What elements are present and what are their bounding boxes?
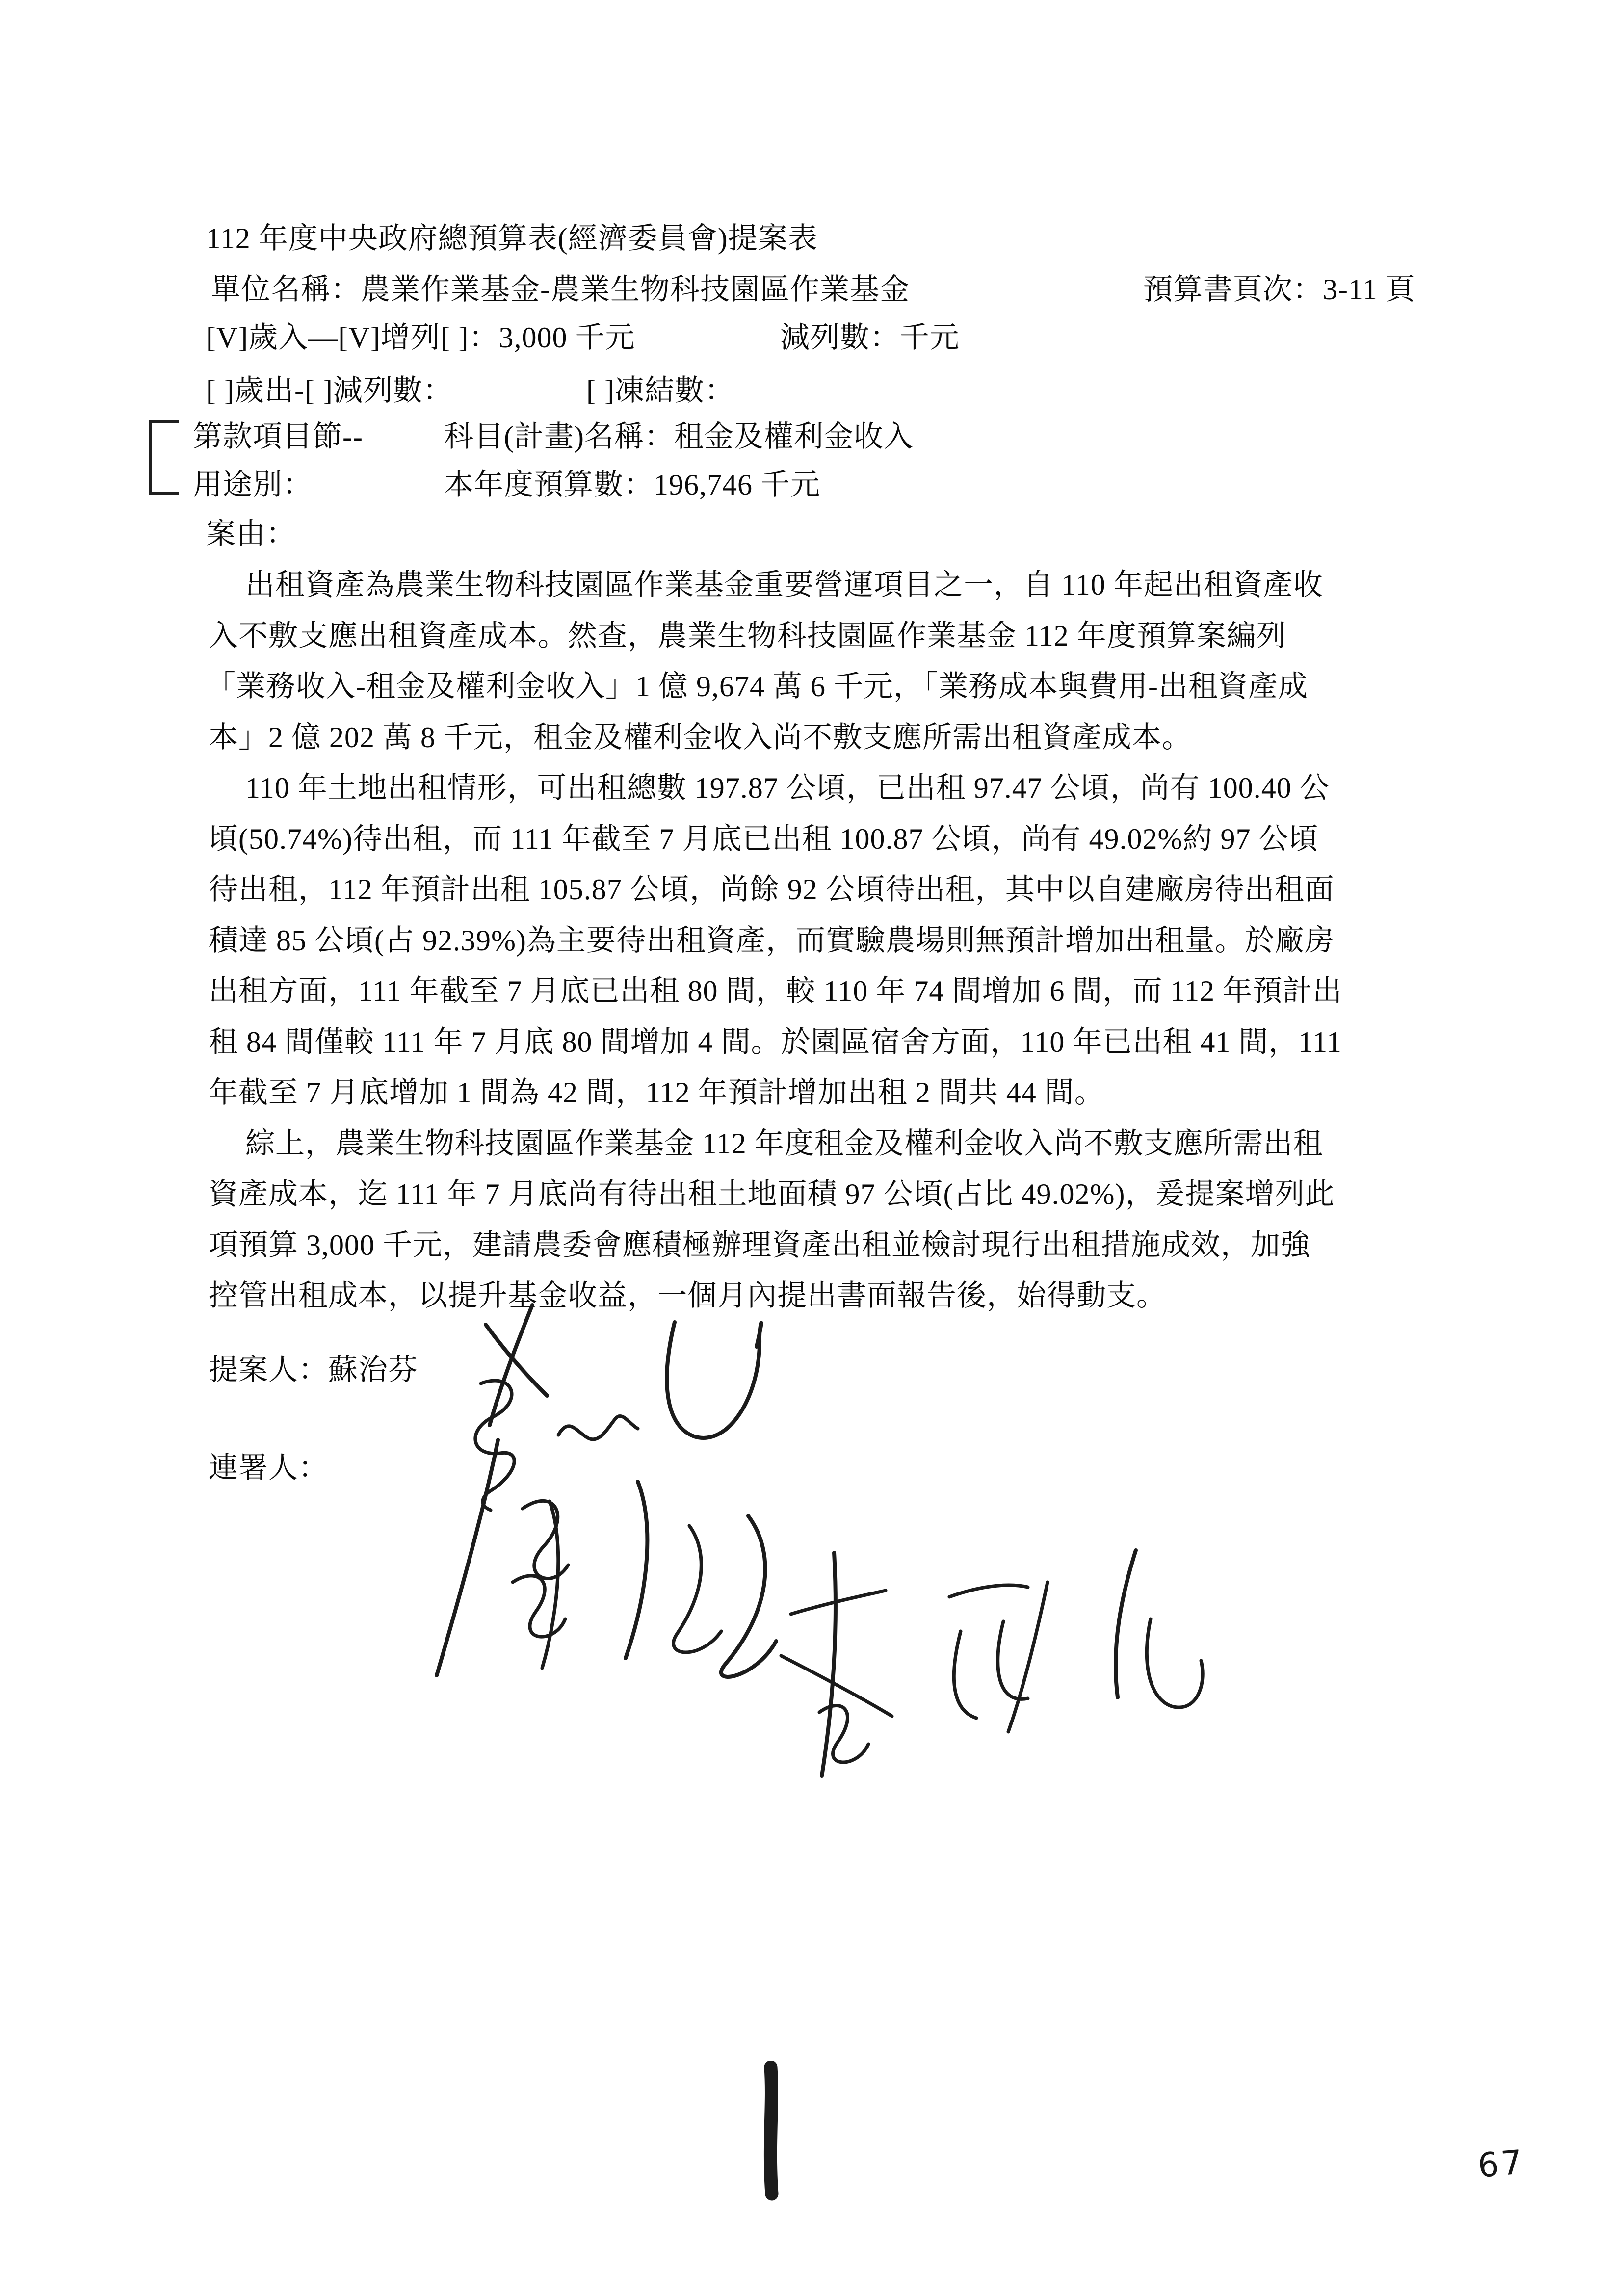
body-line: 入不敷支應出租資產成本。然查，農業生物科技園區作業基金 112 年度預算案編列 xyxy=(209,620,1286,652)
body-line: 待出租，112 年預計出租 105.87 公頃，尚餘 92 公頃待出租，其中以自建廠房待出租面 xyxy=(209,873,1335,906)
unit-name: 單位名稱：農業作業基金-農業生物科技園區作業基金 xyxy=(211,273,910,306)
freeze-amount-field: [ ]凍結數： xyxy=(586,374,734,407)
body-line: 110 年土地出租情形，可出租總數 197.87 公頃，已出租 97.47 公頃，尚有 100.40 公 xyxy=(245,772,1330,804)
cosigner-signature xyxy=(402,1413,814,1702)
item-section-label: 第款項目節-- xyxy=(193,420,363,453)
body-line: 項預算 3,000 千元，建請農委會應積極辦理資產出租並檢討現行出租措施成效，加強 xyxy=(209,1229,1310,1261)
expenditure-checkbox-row: [ ]歲出-[ ]減列數： xyxy=(206,374,453,407)
body-line: 本」2 億 202 萬 8 千元，租金及權利金收入尚不敷支應所需出租資產成本。 xyxy=(209,721,1192,754)
revenue-checkbox-row: [V]歲入—[V]增列[ ]：3,000 千元 xyxy=(206,321,635,354)
subject-name: 科目(計畫)名稱：租金及權利金收入 xyxy=(444,420,914,453)
body-line: 年截至 7 月底增加 1 間為 42 間，112 年預計增加出租 2 間共 44 間。 xyxy=(209,1076,1104,1109)
body-line: 租 84 間僅較 111 年 7 月底 80 間增加 4 間。於園區宿舍方面，110 年已出租 41 間，111 xyxy=(209,1026,1342,1058)
usage-category-label: 用途別： xyxy=(193,469,313,501)
cosigner-label: 連署人： xyxy=(209,1452,328,1484)
body-line: 綜上，農業生物科技園區作業基金 112 年度租金及權利金收入尚不敷支應所需出租 xyxy=(245,1127,1323,1160)
handwritten-page-number: 67 xyxy=(1476,2143,1526,2186)
case-label: 案由： xyxy=(206,518,296,550)
second-cosigner-signature xyxy=(760,1536,1212,1815)
body-line: 積達 85 公頃(占 92.39%)為主要待出租資產，而實驗農場則無預計增加出租量。於廠房 xyxy=(209,924,1335,957)
document-title: 112 年度中央政府總預算表(經濟委員會)提案表 xyxy=(206,222,818,255)
body-line: 控管出租成本，以提升基金收益，一個月內提出書面報告後，始得動支。 xyxy=(209,1279,1166,1312)
body-line: 頃(50.74%)待出租，而 111 年截至 7 月底已出租 100.87 公頃，尚有 49.02%約 97 公頃 xyxy=(209,823,1319,855)
budget-page-ref: 預算書頁次：3-11 頁 xyxy=(1143,273,1415,306)
body-line: 出租資產為農業生物科技園區作業基金重要營運項目之一，自 110 年起出租資產收 xyxy=(245,569,1323,601)
annual-budget-amount: 本年度預算數：196,746 千元 xyxy=(444,469,820,501)
proposer-label: 提案人：蘇治芬 xyxy=(209,1354,418,1386)
item-group-bracket xyxy=(149,420,179,495)
vertical-pen-mark xyxy=(755,2061,789,2203)
body-line: 資產成本，迄 111 年 7 月底尚有待出租土地面積 97 公頃(占比 49.02%)，爰提案增列此 xyxy=(209,1178,1335,1210)
body-line: 「業務收入-租金及權利金收入」1 億 9,674 萬 6 千元，「業務成本與費用-出租資產成 xyxy=(206,670,1308,703)
body-line: 出租方面，111 年截至 7 月底已出租 80 間，較 110 年 74 間增加 6 間，而 112 年預計出 xyxy=(209,975,1343,1007)
revenue-reduction-field: 減列數：千元 xyxy=(780,321,960,354)
